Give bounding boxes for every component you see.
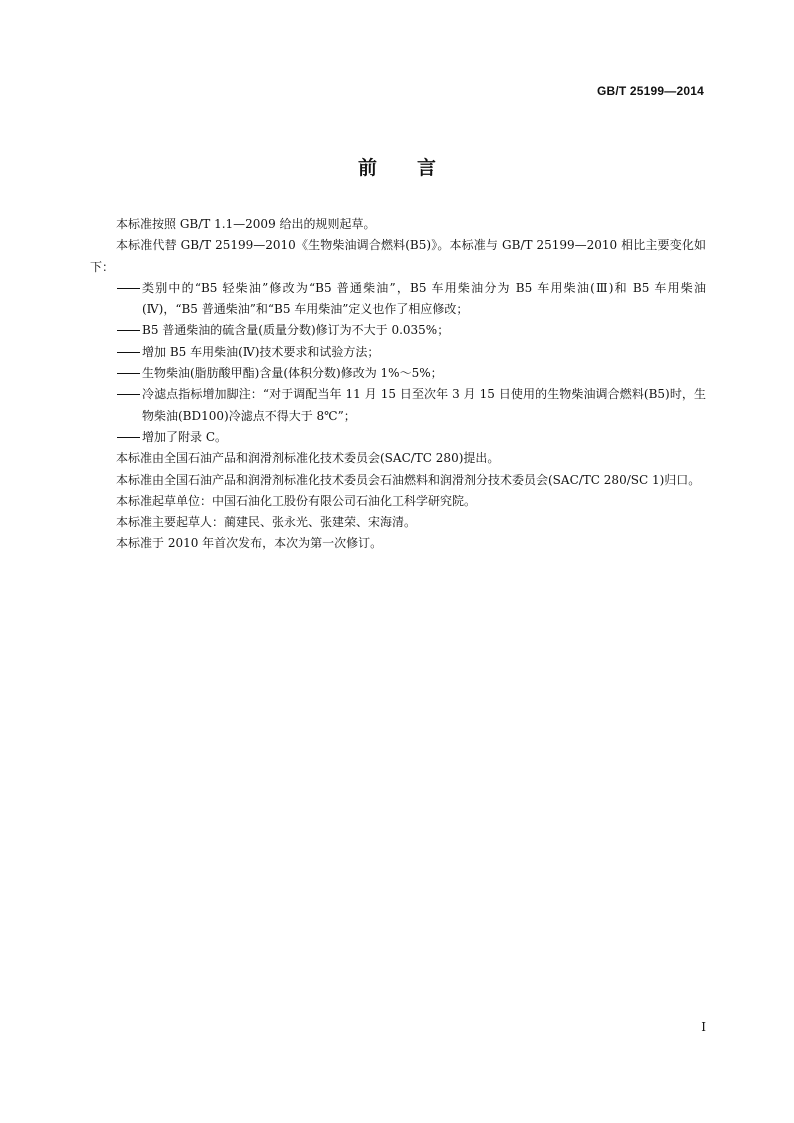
paragraph-replaces: 本标准代替 GB/T 25199—2010《生物柴油调合燃料(B5)》。本标准与 GB/T 25199—2010 相比主要变化如下： bbox=[90, 238, 706, 274]
foreword-body bbox=[90, 214, 706, 555]
changes-list bbox=[90, 278, 706, 448]
paragraph-drafting-unit: 本标准起草单位：中国石油化工股份有限公司石油化工科学研究院。 bbox=[116, 493, 477, 508]
paragraph-history: 本标准于 2010 年首次发布，本次为第一次修订。 bbox=[116, 536, 383, 551]
paragraph-under-jurisdiction: 本标准由全国石油产品和润滑剂标准化技术委员会石油燃料和润滑剂分技术委员会(SAC/TC 280/SC 1)归口。 bbox=[116, 472, 701, 487]
page-title: 前言 bbox=[357, 157, 476, 179]
list-item: 增加 B5 车用柴油(Ⅳ)技术要求和试验方法； bbox=[142, 344, 380, 359]
paragraph-drafters: 本标准主要起草人：蔺建民、张永光、张建荣、宋海清。 bbox=[116, 515, 417, 530]
paragraph-proposed-by: 本标准由全国石油产品和润滑剂标准化技术委员会(SAC/TC 280)提出。 bbox=[116, 451, 500, 466]
standard-code-header: GB/T 25199—2014 bbox=[596, 84, 704, 98]
list-item: 增加了附录 C。 bbox=[142, 429, 227, 444]
page-number: I bbox=[701, 1020, 706, 1034]
list-item: 类别中的“B5 轻柴油”修改为“B5 普通柴油”，B5 车用柴油分为 B5 车用柴油(Ⅲ)和 B5 车用柴油(Ⅳ)，“B5 普通柴油”和“B5 车用柴油”定义也作了相应修改； bbox=[142, 280, 706, 317]
paragraph-drafting-rules: 本标准按照 GB/T 1.1—2009 给出的规则起草。 bbox=[116, 217, 376, 231]
list-item: B5 普通柴油的硫含量(质量分数)修订为不大于 0.035%； bbox=[142, 323, 450, 338]
list-item: 冷滤点指标增加脚注：“对于调配当年 11 月 15 日至次年 3 月 15 日使用的生物柴油调合燃料(B5)时，生物柴油(BD100)冷滤点不得大于 8℃”； bbox=[142, 387, 706, 423]
list-item: 生物柴油(脂肪酸甲酯)含量(体积分数)修改为 1%～5%； bbox=[142, 366, 443, 381]
